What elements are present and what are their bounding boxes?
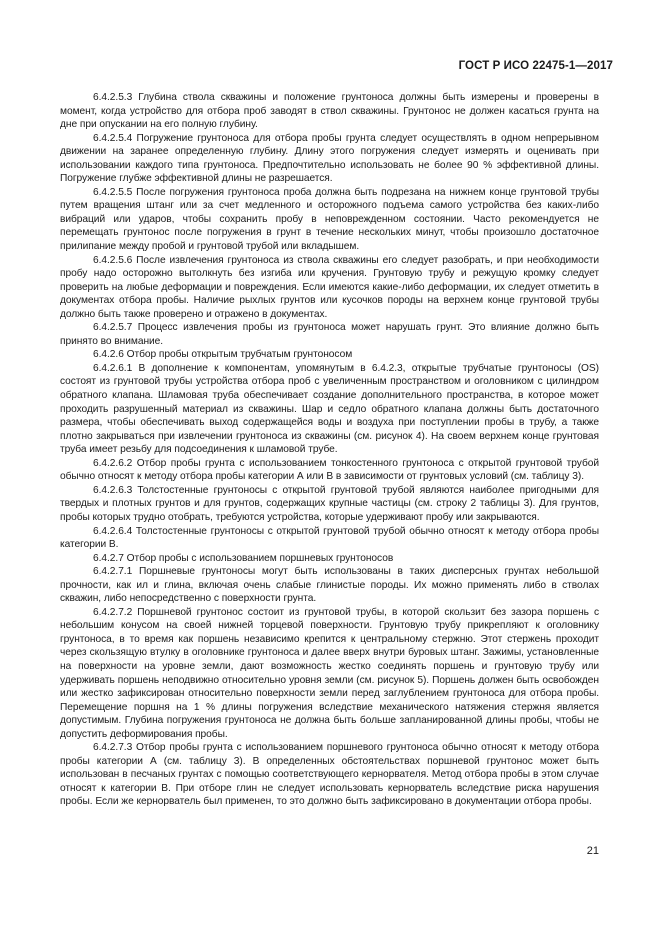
paragraph-6-4-2-5-7: 6.4.2.5.7 Процесс извлечения пробы из грунтоноса может нарушать грунт. Это влияние должно быть принято во внимание. xyxy=(60,322,599,347)
paragraph-6-4-2-7-1: 6.4.2.7.1 Поршневые грунтоносы могут быть использованы в таких дисперсных грунтах небольшой прочности, как ил и глина, включая очень слабые глинистые породы. Их можно применять либо в стволах скважин, либо непосредственно с поверхности грунта. xyxy=(60,566,599,605)
document-header: ГОСТ Р ИСО 22475-1—2017 xyxy=(458,60,613,72)
paragraph-6-4-2-6-1: 6.4.2.6.1 В дополнение к компонентам, упомянутым в 6.4.2.3, открытые трубчатые грунтоносы (OS) состоят из грунтовой трубы устройства отбора проб с увеличенным пространством и оголовником с цилиндром обратного клапана. Шламовая труба обеспечивает создание дополнительного пространства, в которое может проходить разрушенный материал из скважины. Шар и седло обратного клапана должны быть достаточного размера, чтобы обеспечивать выход содержащейся воды и воздуха при поступлении пробы в трубу, а также плотно закрываться при извлечении грунтоноса из скважины (см. рисунок 4). На своем верхнем конце грунтовая труба имеет резьбу для подсоединения к шламовой трубе. xyxy=(60,362,599,456)
paragraph-6-4-2-5-5: 6.4.2.5.5 После погружения грунтоноса проба должна быть подрезана на нижнем конце грунтовой трубы путем вращения штанг или за счет медленного и осторожного подъема самого устройства без каких-либо вибраций или ударов, чтобы сохранить пробу в неповрежденном состоянии. Часто рекомендуется не перемещать грунтонос после погружения в грунт в течение нескольких минут, чтобы произошло достаточное прилипание между пробой и грунтовой трубой или вкладышем. xyxy=(60,186,599,253)
paragraph-6-4-2-5-4: 6.4.2.5.4 Погружение грунтоноса для отбора пробы грунта следует осуществлять в одном непрерывном движении на заранее определенную глубину. Длину этого погружения следует измерять и оценивать при использовании каждого типа грунтоноса. Предпочтительно использовать не более 90 % эффективной длины. Погружение глубже эффективной длины не разрешается. xyxy=(60,132,599,185)
paragraph-6-4-2-5-6: 6.4.2.5.6 После извлечения грунтоноса из ствола скважины его следует разобрать, и при необходимости пробу надо осторожно вытолкнуть без изгиба или кручения. Грунтовую трубу и режущую кромку следует проверить на любые деформации и повреждения. Если имеются какие-либо деформации, их следует отметить в документах отбора пробы. Наличие рыхлых грунтов или кусочков породы на верхнем конце грунтовой трубы должно быть также проверено и отражено в документах. xyxy=(60,254,599,320)
page-number: 21 xyxy=(586,845,599,857)
paragraph-6-4-2-5-3: 6.4.2.5.3 Глубина ствола скважины и положение грунтоноса должны быть измерены и проверены в момент, когда устройство для отбора проб заводят в ствол скважины. Грунтонос не должен касаться грунта на дне при опускании на его полную глубину. xyxy=(60,92,599,131)
paragraph-6-4-2-7-3: 6.4.2.7.3 Отбор пробы грунта с использованием поршневого грунтоноса обычно относят к методу отбора пробы категории А (см. таблицу 3). В определенных обстоятельствах поршневой грунтонос может быть использован в песчаных грунтах с помощью соответствующего кернорвателя. Метод отбора пробы в этом случае относят к категории В. При отборе глин не следует использовать кернорватель вследствие риска нарушения пробы. Если же кернорватель был применен, то это должно быть зафиксировано в документации отбора пробы. xyxy=(60,742,599,808)
section-heading-6-4-2-7: 6.4.2.7 Отбор пробы с использованием поршневых грунтоносов xyxy=(93,552,394,564)
paragraph-6-4-2-6-3: 6.4.2.6.3 Толстостенные грунтоносы с открытой грунтовой трубой являются наиболее пригодными для твердых и плотных грунтов и для грунтов, содержащих крупные частицы (см. строку 2 таблицы 3). Для грунтов, пробы которых трудно отобрать, требуются устройства, которые удерживают пробу или закрываются. xyxy=(60,484,599,523)
paragraph-6-4-2-7-2: 6.4.2.7.2 Поршневой грунтонос состоит из грунтовой трубы, в которой скользит без зазора поршень с небольшим конусом на своей нижней торцевой поверхности. Грунтовую трубу прикрепляют к оголовнику грунтоноса, в то время как поршень независимо крепится к центральному стержню. Этот стержень проходит через скользящую втулку в оголовнике грунтоноса и далее вверх внутри буровых штанг. Зажимы, установленные на поверхности на уровне земли, дают возможность жестко соединять поршень и грунтовую трубу или удерживать поршень неподвижно относительно уровня земли (см. рисунок 5). Поршень должен быть освобожден или жестко зафиксирован относительно поверхности земли перед заглублением грунтоноса для отбора пробы. Перемещение поршня на 1 % длины погружения вследствие механического натяжения стержня является допустимым. Глубина погружения грунтоноса не должна быть больше запланированной длины пробы, чтобы не допустить деформирования пробы. xyxy=(60,606,599,740)
paragraph-6-4-2-6-4: 6.4.2.6.4 Толстостенные грунтоносы с открытой грунтовой трубой обычно относят к методу отбора пробы категории В. xyxy=(60,525,599,551)
section-heading-6-4-2-6: 6.4.2.6 Отбор пробы открытым трубчатым грунтоносом xyxy=(93,349,353,361)
document-body xyxy=(60,91,599,809)
paragraph-6-4-2-6-2: 6.4.2.6.2 Отбор пробы грунта с использованием тонкостенного грунтоноса с открытой грунтовой трубой обычно относят к методу отбора пробы категории А или В в зависимости от грунтовых условий (см. таблицу 3). xyxy=(60,457,599,483)
